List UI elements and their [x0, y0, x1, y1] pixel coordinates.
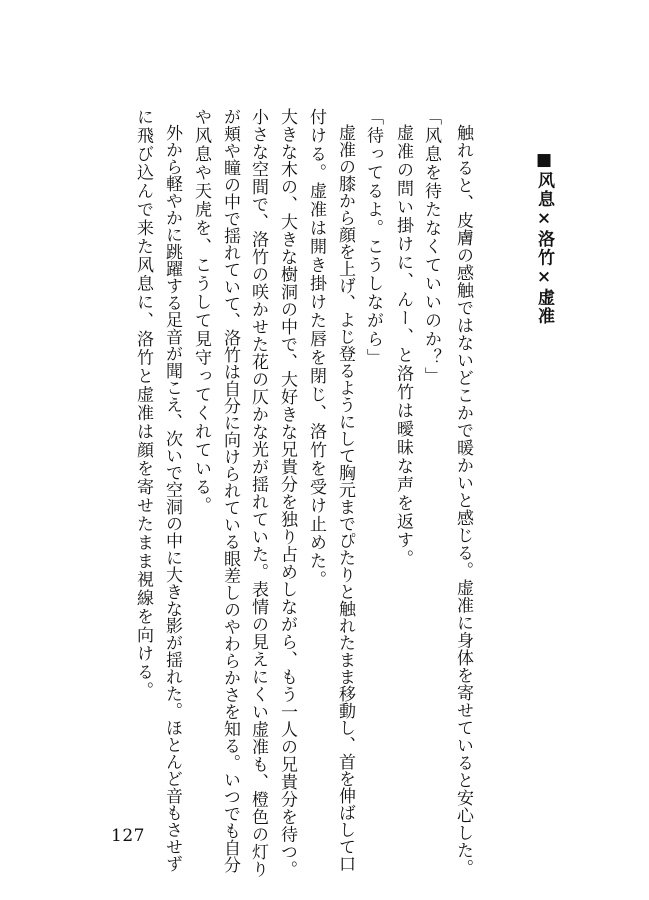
text-line: 「待ってるよ。こうしながら」	[363, 108, 383, 367]
text-line: 虚准の膝から顔を上げ、よじ登るようにして胸元までぴたりと触れたまま移動し、首を伸ばして口	[335, 124, 355, 872]
page-number: 127	[111, 826, 145, 846]
text-line: 触れると、皮膚の感触ではないどこかで暖かいと感じる。虚准に身体を寄せていると安心した。	[453, 124, 473, 877]
text-line: に飛び込んで来た风息に、洛竹と虚准は顔を寄せたまま視線を向ける。	[133, 108, 153, 700]
text-line: 虚准の問い掛けに、んー、と洛竹は曖昧な声を返す。	[393, 124, 413, 568]
text-line: や风息や天虎を、こうして見守ってくれている。	[191, 108, 211, 515]
text-line: 「风息を待たなくていいのか？」	[421, 108, 441, 386]
text-line: が頬や瞳の中で揺れていて、洛竹は自分に向けられている眼差しのやわらかさを知る。いつでも自分	[220, 108, 240, 873]
text-line: 小さな空間で、洛竹の咲かせた花の仄かな光が揺れていた。表情の見えにくい虚准も、橙色の灯り	[248, 108, 268, 878]
text-line: 大きな木の、大きな樹洞の中で、大好きな兄貴分を独り占めしながら、もう一人の兄貴分を待つ。	[277, 108, 297, 878]
section-heading: ■风息×洛竹×虚准	[534, 150, 554, 326]
text-line: 付ける。虚准は開き掛けた唇を閉じ、洛竹を受け止めた。	[306, 108, 326, 589]
text-line: 外から軽やかに跳躍する足音が聞こえ、次いで空洞の中に大きな影が揺れた。ほとんど音もさせず	[162, 124, 182, 872]
